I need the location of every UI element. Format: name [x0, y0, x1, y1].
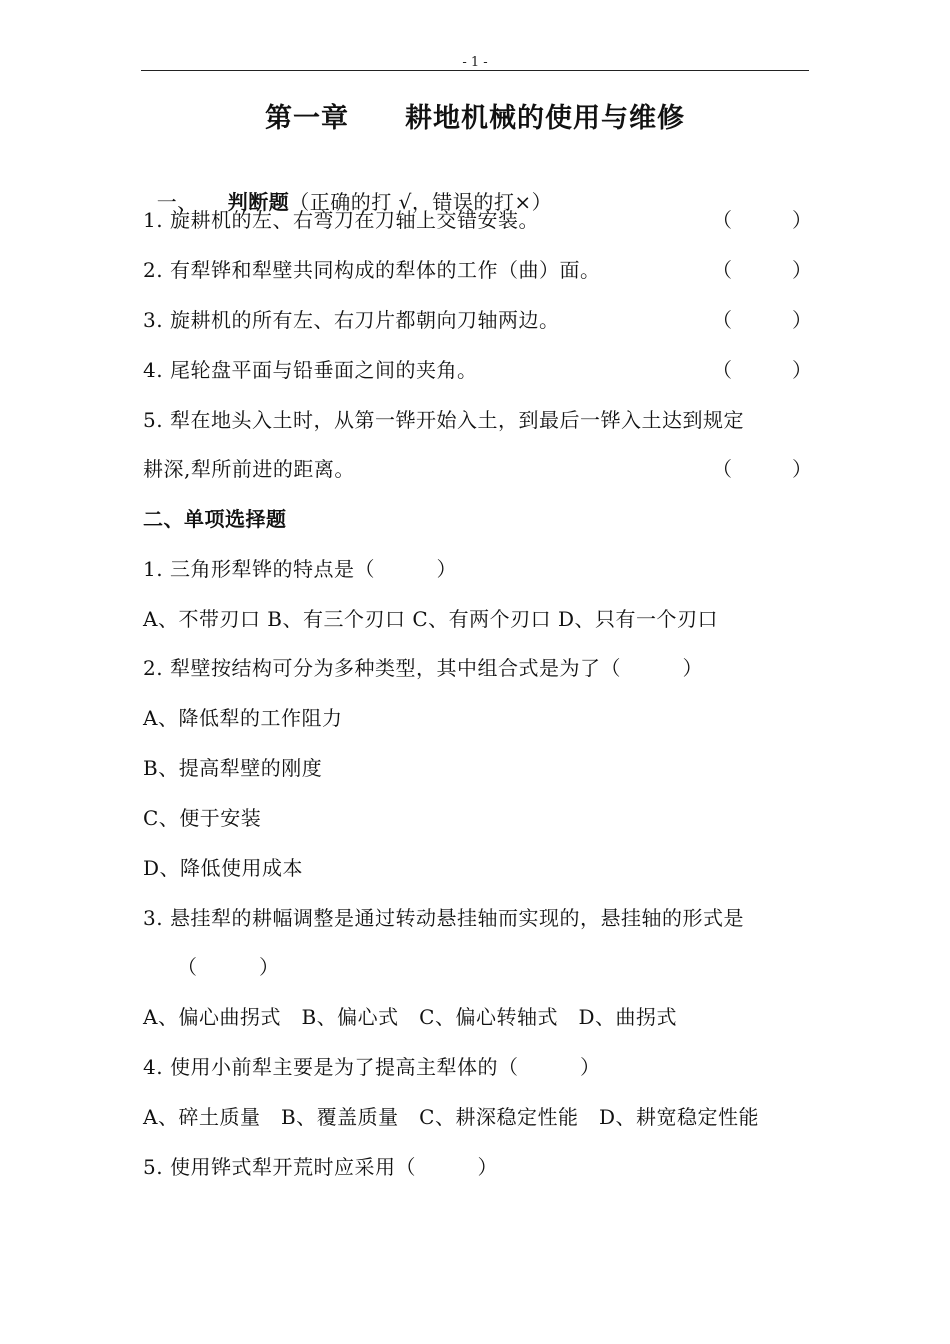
judgment-item-5: 5. 犁在地头入土时，从第一铧开始入土，到最后一铧入土达到规定 — [143, 408, 744, 432]
choice-question-1: 1. 三角形犁铧的特点是（ ） — [143, 557, 457, 581]
choice-options-3: A、偏心曲拐式 B、偏心式 C、偏心转轴式 D、曲拐式 — [143, 1005, 677, 1029]
answer-blank-5: （ ） — [712, 457, 812, 481]
choice-question-5: 5. 使用铧式犁开荒时应采用（ ） — [143, 1155, 498, 1179]
answer-blank-4: （ ） — [712, 358, 812, 382]
choice-question-3: 3. 悬挂犁的耕幅调整是通过转动悬挂轴而实现的，悬挂轴的形式是 — [143, 906, 744, 930]
choice-question-2: 2. 犁壁按结构可分为多种类型，其中组合式是为了（ ） — [143, 656, 703, 680]
choice-options-1: A、不带刃口 B、有三个刃口 C、有两个刃口 D、只有一个刃口 — [143, 607, 719, 631]
header-rule — [141, 70, 809, 71]
choice-question-3-blank: （ ） — [177, 955, 280, 979]
judgment-item-4: 4. 尾轮盘平面与铅垂面之间的夹角。 — [143, 358, 478, 382]
choice-option-2d: D、降低使用成本 — [143, 856, 304, 880]
answer-blank-1: （ ） — [712, 208, 812, 232]
choice-option-2a: A、降低犁的工作阻力 — [143, 706, 343, 730]
judgment-item-2: 2. 有犁铧和犁壁共同构成的犁体的工作（曲）面。 — [143, 258, 601, 282]
judgment-item-3: 3. 旋耕机的所有左、右刀片都朝向刀轴两边。 — [143, 308, 560, 332]
chapter-title: 第一章 耕地机械的使用与维修 — [265, 103, 685, 134]
choice-question-4: 4. 使用小前犁主要是为了提高主犁体的（ ） — [143, 1055, 601, 1079]
page-number: - 1 - — [462, 55, 488, 70]
choice-options-4: A、碎土质量 B、覆盖质量 C、耕深稳定性能 D、耕宽稳定性能 — [143, 1105, 759, 1129]
judgment-item-1: 1. 旋耕机的左、右弯刀在刀轴上交错安装。 — [143, 208, 539, 232]
section2-heading: 二、单项选择题 — [143, 507, 287, 531]
section1-heading-number: 一、 — [156, 190, 198, 214]
section1-heading-note: （正确的打 √，错误的打×） — [289, 190, 553, 214]
answer-blank-3: （ ） — [712, 308, 812, 332]
section1-heading-title: 判断题 — [227, 190, 290, 214]
choice-option-2c: C、便于安装 — [143, 806, 262, 830]
judgment-item-5-continued: 耕深,犁所前进的距离。 — [143, 457, 355, 481]
choice-option-2b: B、提高犁壁的刚度 — [143, 756, 323, 780]
answer-blank-2: （ ） — [712, 258, 812, 282]
